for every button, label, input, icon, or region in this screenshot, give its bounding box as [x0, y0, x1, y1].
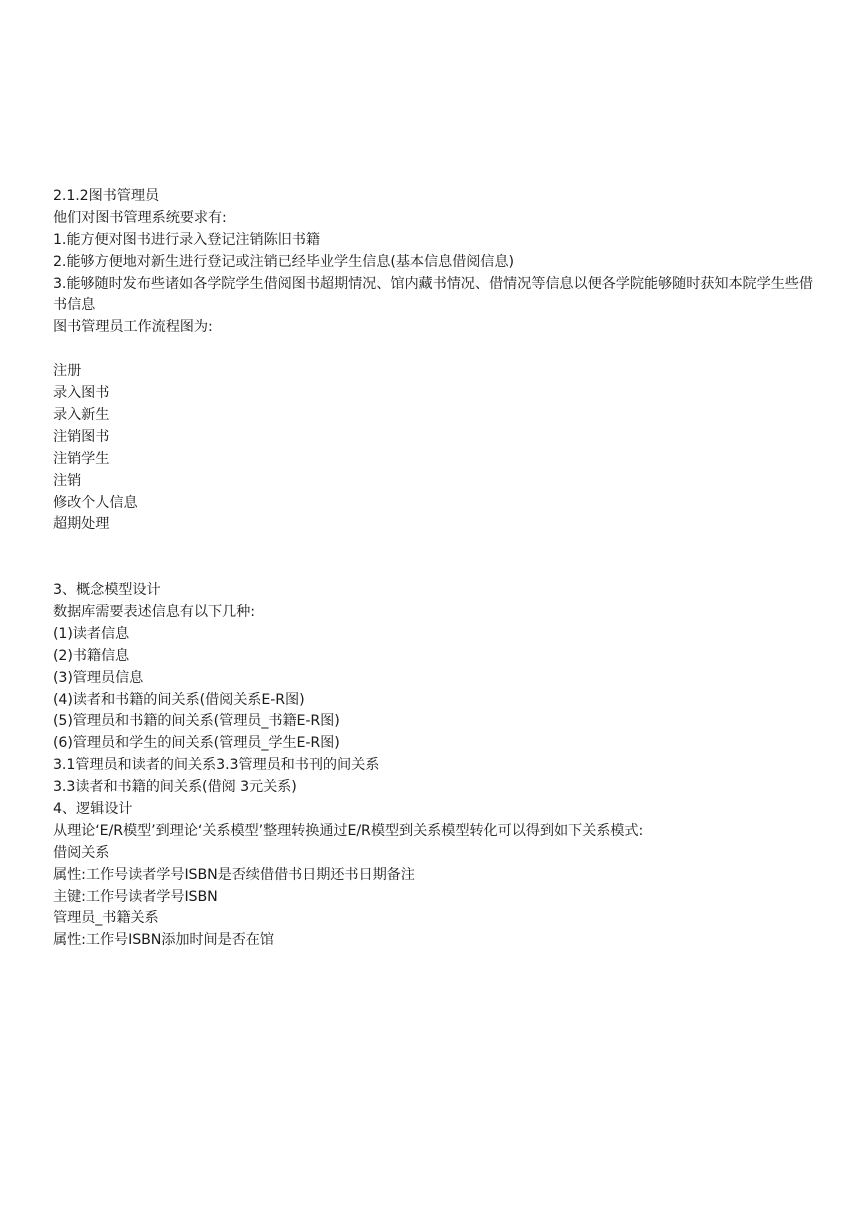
- paragraph-gap: [53, 339, 813, 361]
- workflow-label: 图书管理员工作流程图为:: [53, 319, 213, 336]
- paragraph-gap: [53, 536, 813, 580]
- info-item: (2)书籍信息: [53, 647, 130, 664]
- requirement-item: 2.能够方便地对新生进行登记或注销已经毕业学生信息(基本信息借阅信息): [53, 253, 514, 270]
- relation-line: 主键:工作号读者学号ISBN: [53, 888, 218, 905]
- info-item: 3.3读者和书籍的间关系(借阅 3元关系): [53, 779, 297, 796]
- workflow-item: 注销图书: [53, 428, 110, 445]
- workflow-item: 注册: [53, 363, 82, 380]
- info-item: (4)读者和书籍的间关系(借阅关系E-R图): [53, 691, 305, 708]
- section-heading-4: 4、逻辑设计: [53, 800, 133, 817]
- relation-line: 借阅关系: [53, 844, 110, 861]
- section-heading-2-1-2: 2.1.2图书管理员: [53, 188, 160, 204]
- relation-line: 属性:工作号读者学号ISBN是否续借借书日期还书日期备注: [53, 866, 415, 883]
- info-item: (3)管理员信息: [53, 669, 144, 686]
- requirement-item: 1.能方便对图书进行录入登记注销陈旧书籍: [53, 231, 320, 248]
- info-item: (6)管理员和学生的间关系(管理员_学生E-R图): [53, 735, 340, 752]
- workflow-item: 修改个人信息: [53, 494, 138, 511]
- info-item: 3.1管理员和读者的间关系3.3管理员和书刊的间关系: [53, 757, 380, 774]
- relation-line: 管理员_书籍关系: [53, 910, 159, 927]
- info-item: (5)管理员和书籍的间关系(管理员_书籍E-R图): [53, 713, 340, 730]
- workflow-item: 录入新生: [53, 406, 110, 423]
- info-item: (1)读者信息: [53, 625, 130, 642]
- requirement-item: 3.能够随时发布些诸如各学院学生借阅图书超期情况、馆内藏书情况、借情况等信息以便各学院能够随时获知本院学生些借书信息: [53, 275, 813, 314]
- document-body: [53, 186, 813, 952]
- workflow-item: 注销学生: [53, 450, 110, 467]
- workflow-item: 录入图书: [53, 385, 110, 402]
- relation-line: 属性:工作号ISBN添加时间是否在馆: [53, 932, 274, 949]
- section-3-intro: 数据库需要表述信息有以下几种:: [53, 603, 255, 620]
- section-4-intro: 从理论‘E/R模型’到理论‘关系模型’整理转换通过E/R模型到关系模型转化可以得到如下关系模式:: [53, 822, 644, 839]
- workflow-item: 超期处理: [53, 516, 110, 533]
- requirements-intro: 他们对图书管理系统要求有:: [53, 209, 227, 226]
- section-heading-3: 3、概念模型设计: [53, 582, 161, 599]
- workflow-item: 注销: [53, 472, 82, 489]
